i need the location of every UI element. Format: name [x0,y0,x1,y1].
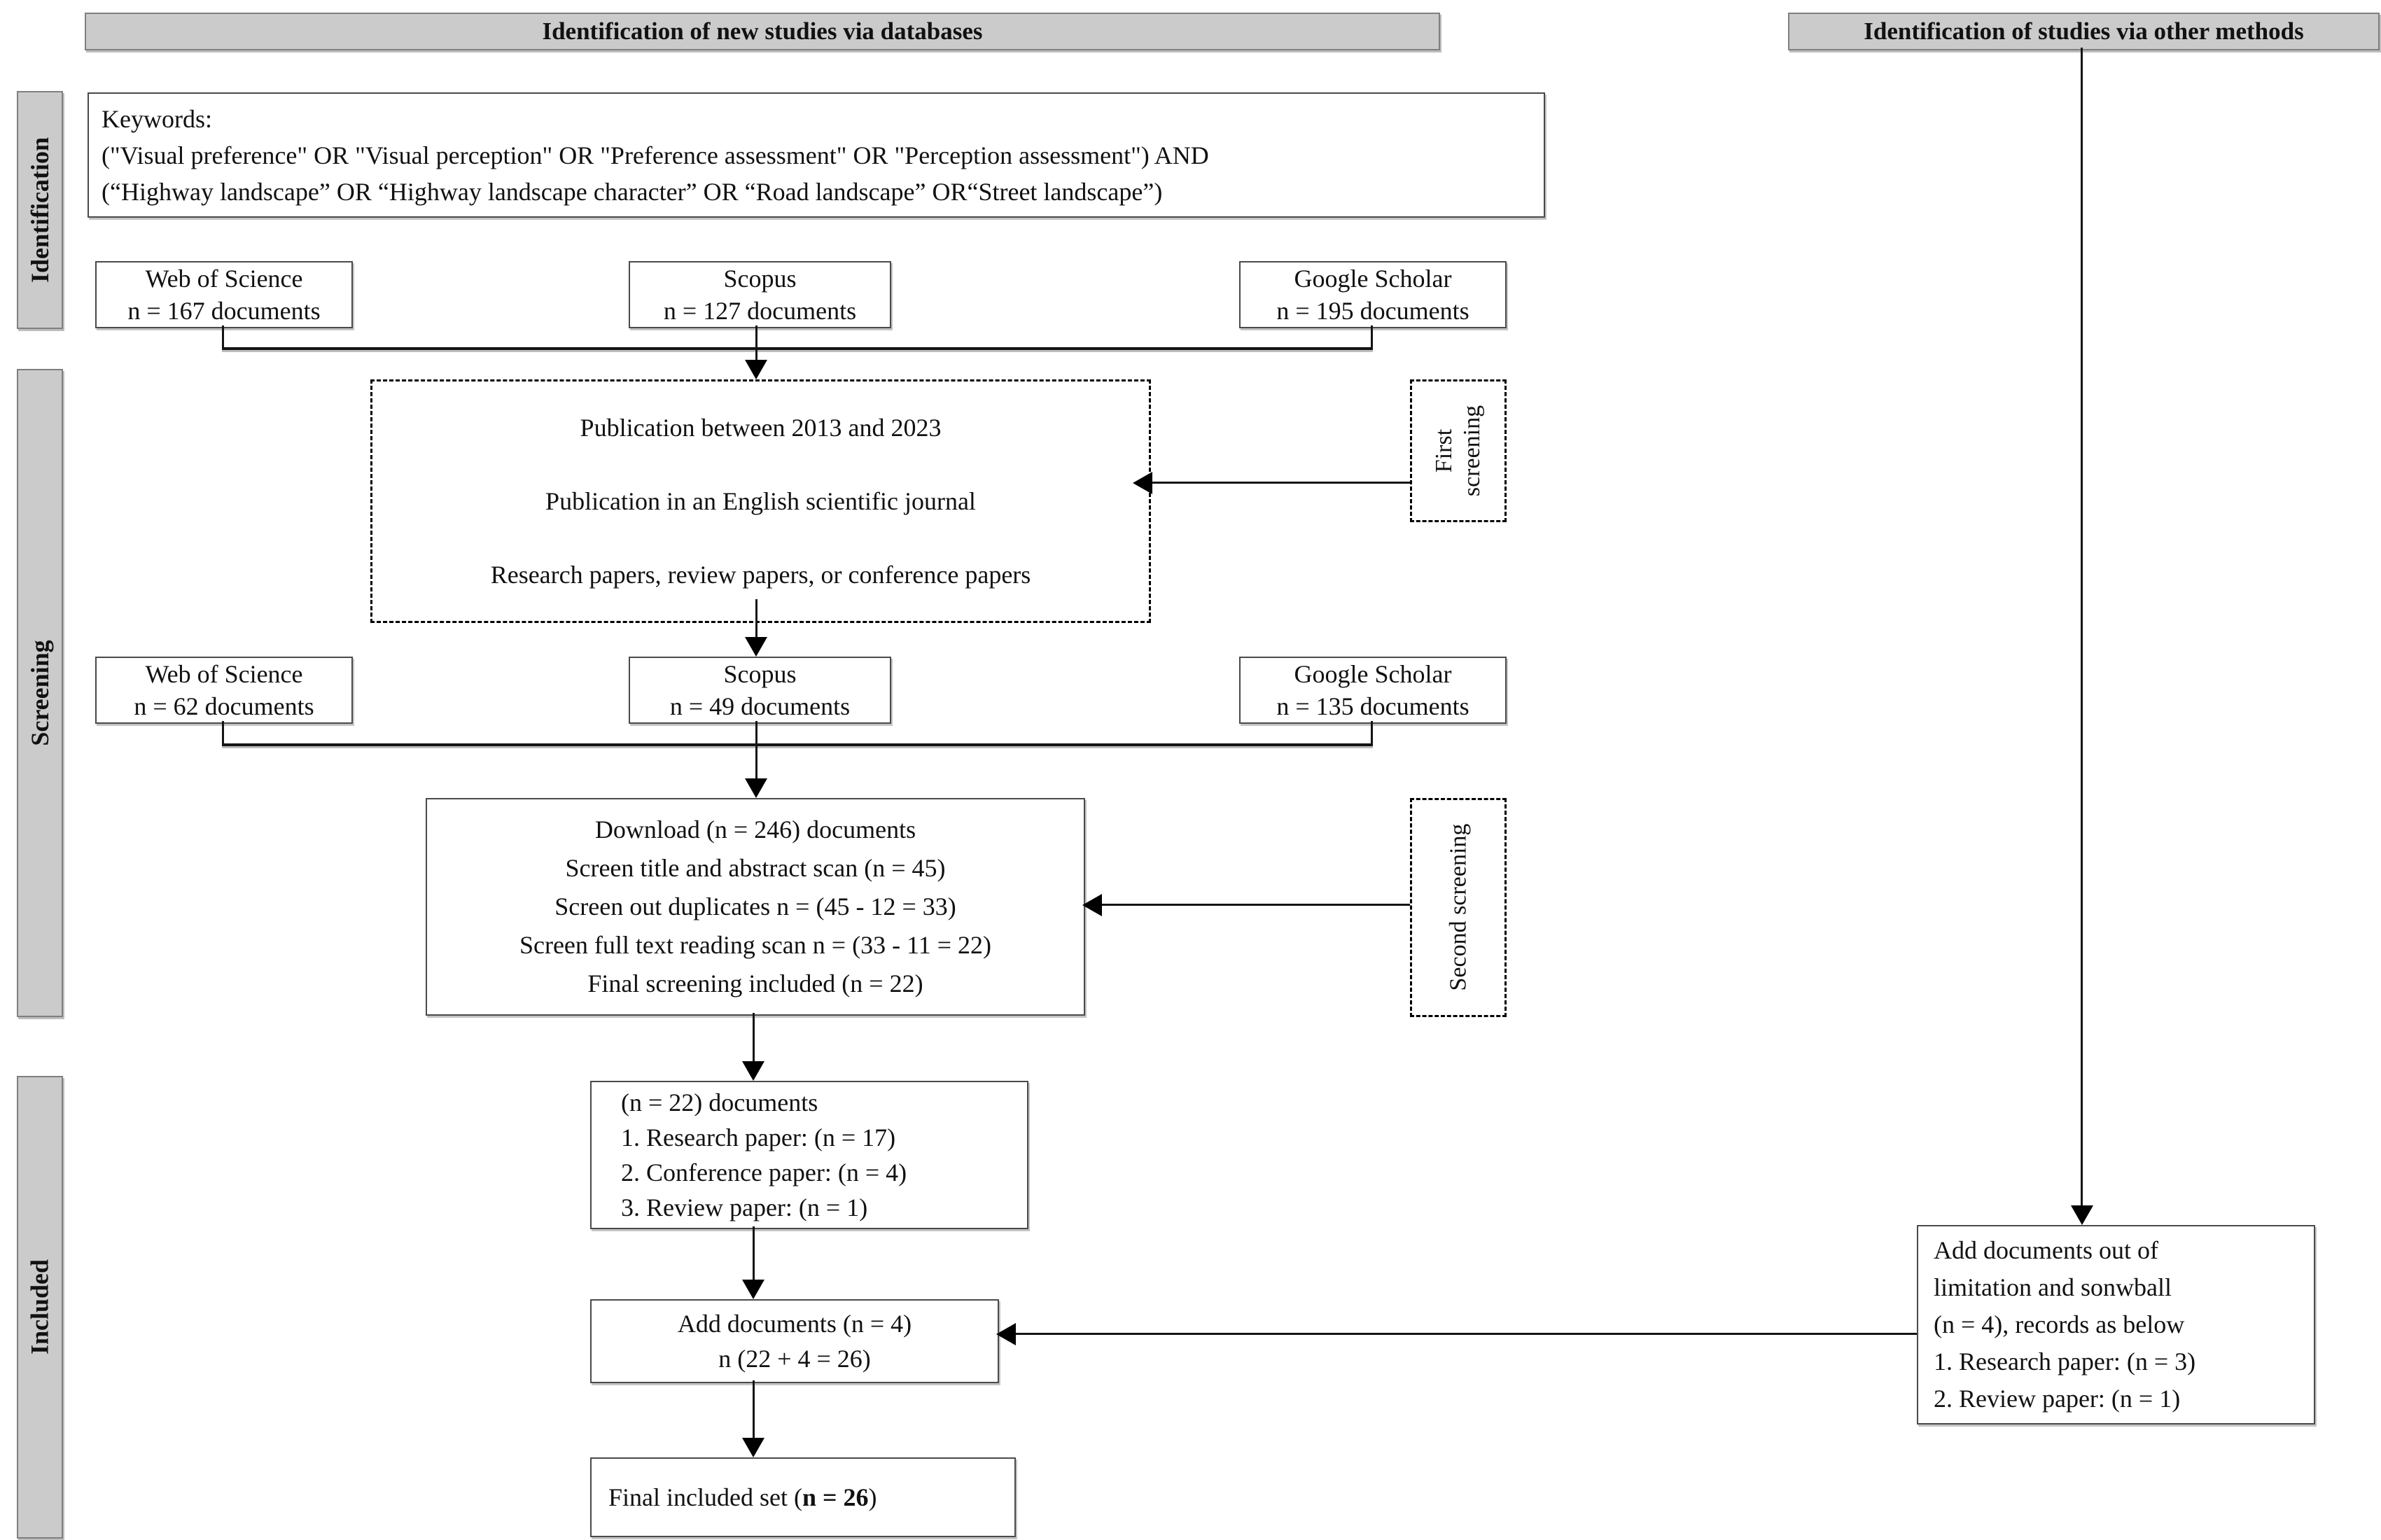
db-box-scopus-screened [629,657,891,724]
keywords-line3: (“Highway landscape” OR “Highway landscape character” OR “Road landscape” OR“Street landscape”) [102,177,1163,206]
second-box-line: Download (n = 246) documents [594,816,916,844]
arrow-into-second-box-icon [745,778,767,798]
second-box-line: Screen title and abstract scan (n = 45) [565,854,946,882]
header-databases-label: Identification of new studies via databases [542,18,983,45]
final-box-count: n = 26 [802,1483,869,1511]
stage-screening-bar [17,369,63,1017]
included-line: 2. Conference paper: (n = 4) [621,1158,907,1186]
second-screening-box [1410,798,1507,1017]
included-line: 3. Review paper: (n = 1) [621,1194,868,1222]
criteria-box [370,379,1151,623]
add-box-line: Add documents (n = 4) [677,1310,912,1338]
second-box-line: Screen full text reading scan n = (33 - 11 = 22) [519,931,992,959]
second-box-line: Final screening included (n = 22) [587,969,923,997]
arrow-into-second-box-left-icon [1082,894,1102,916]
arrow-into-other-box-icon [2071,1205,2093,1225]
db-name: Scopus [723,660,797,688]
connector-second-to-included-line [753,1013,755,1063]
header-other-methods-label: Identification of studies via other methods [1864,18,2304,45]
connector-row2-left-stub [222,721,224,745]
db-box-gscholar-screened [1239,657,1507,724]
first-screening-box [1410,379,1507,522]
other-box-line: 2. Review paper: (n = 1) [1934,1385,2181,1413]
db-count: n = 49 documents [669,692,851,720]
other-methods-box [1917,1225,2315,1424]
db-name: Google Scholar [1294,265,1452,293]
final-box-suffix: ) [868,1483,877,1511]
connector-row2-merge-line [222,743,1373,746]
criteria-line: Research papers, review papers, or conference papers [490,560,1031,589]
stage-identification-label: Identification [26,137,54,284]
arrow-into-included-icon [742,1061,764,1081]
keywords-line2: ("Visual preference" OR "Visual perception" OR "Preference assessment" OR "Perception assessment") AND [102,141,1209,169]
connector-second-screening-line [1101,904,1410,906]
stage-screening-label: Screening [26,640,54,746]
add-documents-box [590,1299,999,1383]
header-databases [85,13,1440,50]
keywords-box [88,92,1545,218]
arrow-into-add-icon [742,1280,764,1299]
db-box-scopus-initial [629,261,891,328]
arrow-into-final-icon [742,1438,764,1457]
second-screening-results-box [426,798,1085,1016]
final-box-text [608,1481,877,1513]
arrow-into-row2-icon [745,637,767,657]
final-box-prefix: Final included set ( [608,1483,802,1511]
db-name: Google Scholar [1294,660,1452,688]
connector-row2-right-stub [1371,721,1373,745]
db-name: Scopus [723,265,797,293]
header-other-methods [1788,13,2380,50]
connector-add-to-final-line [753,1380,755,1439]
other-box-line: 1. Research paper: (n = 3) [1934,1348,2196,1376]
add-box-line: n (22 + 4 = 26) [718,1345,871,1373]
db-count: n = 167 documents [127,297,321,325]
criteria-line: Publication between 2013 and 2023 [580,414,942,442]
other-box-line: (n = 4), records as below [1934,1310,2185,1338]
connector-first-screening-line [1151,482,1410,484]
other-box-line: Add documents out of [1934,1236,2158,1264]
second-screening-label: Second screening [1445,823,1472,991]
connector-criteria-down-line [755,599,757,638]
stage-identification-bar [17,91,63,329]
connector-row1-down-line [755,326,757,362]
included-line: (n = 22) documents [621,1088,818,1116]
db-count: n = 127 documents [663,297,857,325]
db-box-gscholar-initial [1239,261,1507,328]
db-count: n = 62 documents [134,692,314,720]
db-name: Web of Science [145,265,303,293]
arrow-into-criteria-left-icon [1133,472,1152,494]
final-included-box [590,1457,1016,1537]
connector-row1-right-stub [1371,326,1373,349]
connector-row1-left-stub [222,326,224,349]
db-box-wos-screened [95,657,353,724]
included-line: 1. Research paper: (n = 17) [621,1124,896,1152]
db-box-wos-initial [95,261,353,328]
stage-included-bar [17,1076,63,1539]
connector-row2-down-line [755,721,757,780]
keywords-line1: Keywords: [102,104,212,133]
other-box-line: limitation and sonwball [1934,1273,2172,1301]
stage-included-label: Included [25,1259,54,1355]
arrow-into-add-left-icon [996,1323,1016,1345]
included-documents-box [590,1081,1028,1229]
criteria-line: Publication in an English scientific journal [545,486,976,515]
connector-included-to-add-line [753,1226,755,1281]
arrow-into-criteria-icon [745,360,767,379]
db-count: n = 135 documents [1276,692,1469,720]
db-name: Web of Science [145,660,303,688]
second-box-line: Screen out duplicates n = (45 - 12 = 33) [554,892,956,920]
first-screening-label: First screening [1431,405,1485,497]
connector-other-methods-line [2081,48,2083,1205]
connector-other-to-add-line [1014,1333,1917,1335]
connector-row1-merge-line [222,347,1373,350]
db-count: n = 195 documents [1276,297,1469,325]
